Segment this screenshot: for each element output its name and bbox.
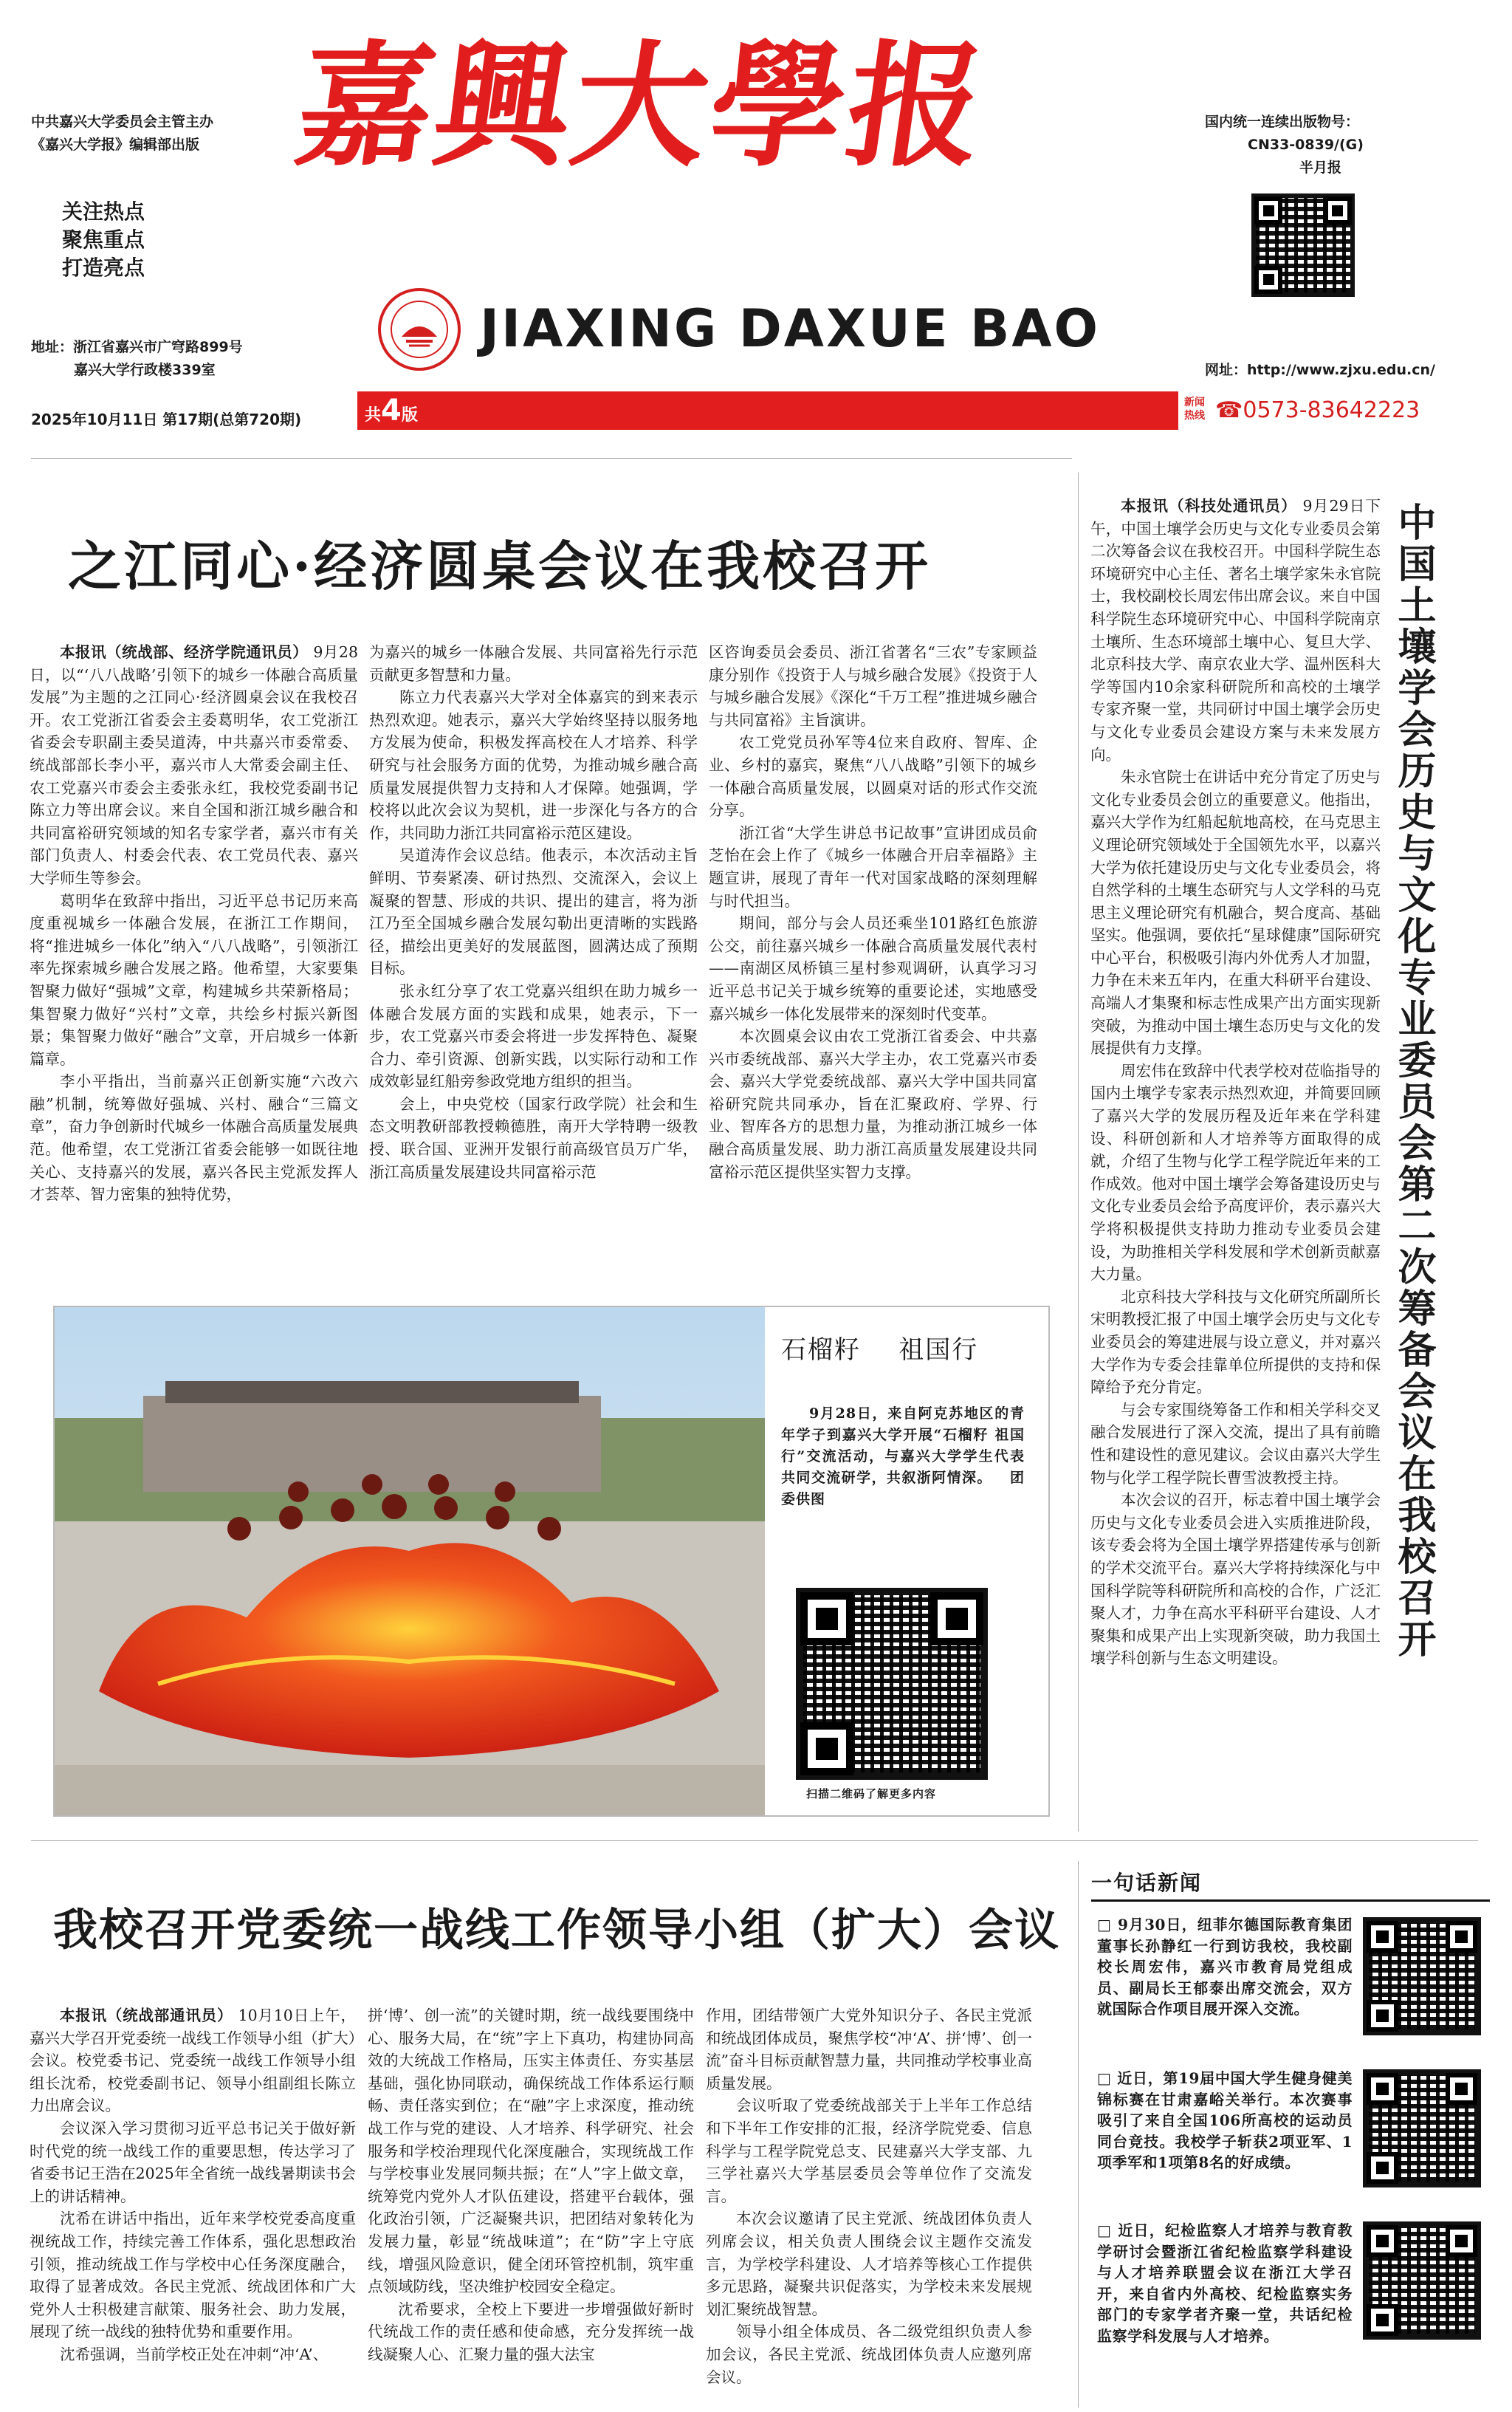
article1-paragraph: 吴道涛作会议总结。他表示，本次活动主旨鲜明、节奏紧凑、研讨热烈、交流深入，会议上凝聚的智慧、形成的共识、提出的建言，将为浙江乃至全国城乡融合发展勾勒出更清晰的实践路径，描绘出更美好的发展蓝图，圆满达成了预期目标。 bbox=[369, 846, 698, 978]
cn-number: CN33-0839/(G) bbox=[1248, 137, 1364, 153]
photo-credit: 团委供图 bbox=[781, 1470, 1025, 1507]
article2-paragraph: 周宏伟在致辞中代表学校对莅临指导的国内土壤学专家表示热烈欢迎，并简要回顾了嘉兴大学的发展历程及近年来在学科建设、科研创新和人才培养等方面取得的成就，介绍了生物与化学工程学院近年来的工作成效。他对中国土壤学会筹备建设历史与文化专业委员会给予高度评价，表示嘉兴大学将积极提供支持助力推动专业委员会建设，为助推相关学科发展和学术创新贡献嘉大力量。 bbox=[1090, 1061, 1381, 1284]
page-count-suffix: 版 bbox=[401, 406, 418, 425]
hotline-label bbox=[1184, 396, 1205, 422]
article3-paragraph: 沈希在讲话中指出，近年来学校党委高度重视统战工作，持续完善工作体系，强化思想政治引领，推动统战工作与学校中心任务深度融合，取得了显著成效。各民主党派、统战团体和广大党外人士积极建言献策、服务社会、助力发展，展现了统一战线的独特优势和重要作用。 bbox=[30, 2210, 356, 2341]
article1-paragraph: 区咨询委员会委员、浙江省著名“三农”专家顾益康分别作《投资于人与城乡融合发展》《投资于人与城乡融合发展》《深化“千万工程”推进城乡融合与共同富裕》主旨演讲。 bbox=[709, 643, 1037, 729]
article3-paragraph: 拼‘博’、创一流”的关键时期，统一战线要围绕中心、服务大局，在“统”字上下真功，构建协同高效的大统战工作格局，压实主体责任、夯实基层基础，强化协同联动，确保统战工作体系运行顺畅、责任落实到位；在“融”字上求深度，推动统战工作与党的建设、人才培养、科学研究、社会服务和学校治理现代化深度融合，实现统战工作与学校事业发展同频共振；在“人”字上做文章，统筹党内党外人才队伍建设，搭建平台载体，强化政治引领，广泛凝聚共识，把团结对象转化为发展力量，彰显“统战味道”；在“防”字上守底线，增强风险意识，健全闭环管控机制，筑牢重点领域防线，坚决维护校园安全稳定。 bbox=[368, 2007, 694, 2296]
website[interactable]: 网址：http://www.zjxu.edu.cn/ bbox=[1205, 362, 1435, 378]
briefs-rule bbox=[1091, 1899, 1490, 1902]
slogan-list bbox=[62, 198, 145, 282]
issue-info: 2025年10月11日 第17期(总第720期) bbox=[31, 411, 302, 428]
qr-caption: 扫描二维码了解更多内容 bbox=[806, 1787, 937, 1801]
slogan-3: 打造亮点 bbox=[62, 256, 145, 280]
hotline-label-1: 新闻 bbox=[1184, 397, 1205, 408]
article2-paragraph: 本次会议的召开，标志着中国土壤学会历史与文化专业委员会进入实质推进阶段，该专委会将为全国土壤学界搭建传承与创新的学术交流平台。嘉兴大学将持续深化与中国科学院等科研院所和高校的合作，广泛汇聚人才，力争在高水平科研平台建设、人才聚集和成果产出上实现新突破，助力我国土壤学科创新与生态文明建设。 bbox=[1090, 1491, 1381, 1668]
address-line-1: 地址：浙江省嘉兴市广穹路899号 bbox=[31, 339, 243, 355]
phone-icon: ☎ bbox=[1215, 397, 1243, 423]
article3-column-2 bbox=[368, 2004, 694, 2403]
article1-paragraph: 为嘉兴的城乡一体融合发展、共同富裕先行示范贡献更多智慧和力量。 bbox=[369, 643, 698, 684]
brief-item bbox=[1097, 1914, 1353, 2020]
square-bullet-icon: □ bbox=[1097, 2221, 1113, 2239]
brief-text: 9月30日，纽菲尔德国际教育集团董事长孙静红一行到访我校，我校副校长周宏伟，嘉兴市教育局党组成员、副局长王郁泰出席交流会，双方就国际合作项目展开深入交流。 bbox=[1097, 1916, 1353, 2018]
brief-item bbox=[1097, 2068, 1353, 2173]
dance-photo bbox=[55, 1307, 765, 1815]
university-seal-icon bbox=[377, 287, 462, 372]
article2-paragraph: 9月29日下午，中国土壤学会历史与文化专业委员会第二次筹备会议在我校召开。中国科学院生态环境研究中心主任、著名土壤学家朱永官院士，我校副校长周宏伟出席会议。来自中国科学院生态环境研究中心、中国科学院南京土壤所、生态环境部土壤中心、复旦大学、北京科技大学、南京农业大学、温州医科大学等国内10余家科研院所和高校的土壤学专家齐聚一堂，共同研讨中国土壤学会历史与文化专业委员会建设方案与未来发展方向。 bbox=[1090, 497, 1381, 764]
article2-byline: 本报讯（科技处通讯员） bbox=[1121, 497, 1297, 515]
article3-paragraph: 本次会议邀请了民主党派、统战团体负责人列席会议，相关负责人围绕会议主题作交流发言，为学校学科建设、人才培养等核心工作提供多元思路，凝聚共识促落实，为学校未来发展规划汇聚统战智慧。 bbox=[706, 2210, 1032, 2318]
article1-paragraph: 会上，中央党校（国家行政学院）社会和生态文明教研部教授赖德胜，南开大学特聘一级教授、联合国、亚洲开发银行前高级官员万广华，浙江高质量发展建设共同富裕示范 bbox=[369, 1094, 698, 1181]
photo-feature-title-right: 祖国行 bbox=[898, 1335, 979, 1365]
article1-column-1 bbox=[30, 641, 358, 1261]
hotline-number bbox=[1215, 396, 1420, 425]
photo-feature-title bbox=[781, 1329, 978, 1366]
article3-column-3 bbox=[706, 2004, 1032, 2403]
article1-paragraph: 陈立力代表嘉兴大学对全体嘉宾的到来表示热烈欢迎。她表示，嘉兴大学始终坚持以服务地方发展为使命，积极发挥高校在人才培养、科学研究与社会服务方面的优势，为推动城乡融合高质量发展提供智力支持和人才保障。她强调，学校将以此次会议为契机，进一步深化与各方的合作，共同助力浙江共同富裕示范区建设。 bbox=[369, 688, 698, 842]
hotline-number-text: 0573-83642223 bbox=[1243, 397, 1420, 423]
photo-caption bbox=[781, 1403, 1025, 1510]
photo-qr-code[interactable] bbox=[796, 1588, 988, 1780]
article1-column-2 bbox=[369, 641, 698, 1261]
article3-paragraph: 沈希要求，全校上下要进一步增强做好新时代统战工作的责任感和使命感，充分发挥统一战线凝聚人心、汇聚力量的强大法宝 bbox=[368, 2300, 694, 2363]
article3-paragraph: 会议听取了党委统战部关于上半年工作总结和下半年工作安排的汇报，经济学院党委、信息科学与工程学院党总支、民建嘉兴大学支部、九三学社嘉兴大学基层委员会等单位作了交流发言。 bbox=[706, 2097, 1032, 2205]
red-bar bbox=[357, 391, 1178, 430]
brief-qr-code[interactable] bbox=[1363, 1917, 1481, 2035]
briefs-title: 一句话新闻 bbox=[1091, 1871, 1203, 1895]
brief-qr-code[interactable] bbox=[1363, 2221, 1481, 2340]
article1-paragraph: 浙江省“大学生讲总书记故事”宣讲团成员俞芝怡在会上作了《城乡一体融合开启幸福路》主题宣讲，展现了青年一代对国家战略的深刻理解与时代担当。 bbox=[709, 823, 1037, 910]
photo-caption-text: 9月28日，来自阿克苏地区的青年学子到嘉兴大学开展“石榴籽 祖国行”交流活动，与嘉兴大学学生代表共同交流研学，共叙浙阿情深。 bbox=[781, 1405, 1025, 1486]
article1-paragraph: 葛明华在致辞中指出，习近平总书记历来高度重视城乡一体融合发展，在浙江工作期间，将“推进城乡一体化”纳入“八八战略”，引领浙江率先探索城乡融合发展之路。他希望，大家要集智聚力做好“强城”文章，构建城乡共荣新格局；集智聚力做好“兴村”文章，共绘乡村振兴新图景；集智聚力做好“融合”文章，开启城乡一体新篇章。 bbox=[30, 891, 358, 1068]
article3-paragraph: 会议深入学习贯彻习近平总书记关于做好新时代党的统一战线工作的重要思想，传达学习了省委书记王浩在2025年全省统一战线暑期读书会上的讲话精神。 bbox=[30, 2119, 356, 2205]
article1-paragraph: 李小平指出，当前嘉兴正创新实施“六改六融”机制，统筹做好强城、兴村、融合“三篇文章”，奋力争创新时代城乡一体融合高质量发展典范。他希望，农工党浙江省委会能够一如既往地关心、支持嘉兴的发展，嘉兴各民主党派发挥人才荟萃、智力密集的独特优势， bbox=[30, 1072, 358, 1204]
brief-item bbox=[1097, 2220, 1353, 2346]
divider bbox=[31, 458, 1072, 459]
article3-column-1 bbox=[30, 2004, 356, 2403]
article3-paragraph: 10月10日上午，嘉兴大学召开党委统一战线工作领导小组（扩大）会议。校党委书记、党委统一战线工作领导小组组长沈希，校党委副书记、领导小组副组长陈立力出席会议。 bbox=[30, 2007, 356, 2115]
square-bullet-icon: □ bbox=[1097, 1916, 1112, 1933]
article2-paragraph: 与会专家围绕筹备工作和相关学科交叉融合发展进行了深入交流，提出了具有前瞻性和建设性的意见建议。会议由嘉兴大学生物与化学工程学院长曹雪波教授主持。 bbox=[1090, 1400, 1381, 1487]
article2-paragraph: 北京科技大学科技与文化研究所副所长宋明教授汇报了中国土壤学会历史与文化专业委员会的筹建进展与设立意义，并对嘉兴大学作为专委会挂靠单位所提供的支持和保障给予充分肯定。 bbox=[1090, 1287, 1381, 1397]
square-bullet-icon: □ bbox=[1097, 2069, 1112, 2087]
article1-column-3 bbox=[709, 641, 1037, 1261]
column-divider bbox=[1078, 473, 1079, 1832]
article1-title: 之江同心·经济圆桌会议在我校召开 bbox=[68, 535, 932, 597]
article2-paragraph: 朱永官院士在讲话中充分肯定了历史与文化专业委员会创立的重要意义。他指出，嘉兴大学作为红船起航地高校，在马克思主义理论研究领域处于全国领先水平，以嘉兴大学为依托建设历史与文化专业委员会，将自然学科的土壤生态研究与人文学科的马克思主义理论研究有机融合，契合度高、基础坚实。他强调，要依托“星球健康”国际研究中心平台，积极吸引海内外优秀人才加盟，力争在未来五年内，在重大科研平台建设、高端人才集聚和标志性成果产出方面实现新突破，为推动中国土壤生态历史与文化的发展提供有力支撑。 bbox=[1090, 768, 1381, 1058]
masthead-pinyin: JIAXING DAXUE BAO bbox=[480, 298, 1101, 359]
article1-paragraph: 期间，部分与会人员还乘坐101路红色旅游公交，前往嘉兴城乡一体融合高质量发展代表村——南湖区凤桥镇三星村参观调研，认真学习习近平总书记关于城乡统筹的重要论述，实地感受嘉兴城乡一体化发展带来的深刻时代变革。 bbox=[709, 914, 1037, 1023]
article3-title: 我校召开党委统一战线工作领导小组（扩大）会议 bbox=[53, 1905, 1060, 1956]
column-divider bbox=[1078, 1861, 1079, 2408]
article2-body bbox=[1090, 495, 1381, 1795]
page-count bbox=[365, 393, 418, 434]
brief-text: 近日，第19届中国大学生健身健美锦标赛在甘肃嘉峪关举行。本次赛事吸引了来自全国106所高校的运动员同台竞技。我校学子斩获2项亚军、1项季军和1项第8名的好成绩。 bbox=[1097, 2069, 1353, 2171]
article2-title: 中国土壤学会历史与文化专业委员会第二次筹备会议在我校召开 bbox=[1391, 502, 1436, 1660]
page-count-number: 4 bbox=[381, 394, 402, 428]
article1-paragraph: 9月28日，以“‘八八战略’引领下的城乡一体融合高质量发展”为主题的之江同心·经济圆桌会议在我校召开。农工党浙江省委会主委葛明华，农工党浙江省委会专职副主委吴道涛，中共嘉兴市委常委、统战部部长李小平，嘉兴市人大常委会副主任、农工党嘉兴市委会主委张永红，我校党委副书记陈立力等出席会议。来自全国和浙江城乡融合和共同富裕研究领域的知名专家学者，嘉兴市有关部门负责人、村委会代表、农工党员代表、嘉兴大学师生等参会。 bbox=[30, 643, 358, 887]
brief-text: 近日，纪检监察人才培养与教育教学研讨会暨浙江省纪检监察学科建设与人才培养联盟会议在浙江大学召开，来自省内外高校、纪检监察实务部门的专家学者齐聚一堂，共话纪检监察学科发展与人才培养。 bbox=[1097, 2221, 1353, 2345]
brief-qr-code[interactable] bbox=[1363, 2069, 1481, 2187]
publisher-line-2: 《嘉兴大学报》编辑部出版 bbox=[31, 137, 200, 153]
address-line-2: 嘉兴大学行政楼339室 bbox=[74, 362, 216, 378]
section-divider bbox=[31, 1840, 1478, 1841]
article3-paragraph: 作用，团结带领广大党外知识分子、各民主党派和统战团体成员，聚焦学校“冲‘A’、拼‘博’、创一流”奋斗目标贡献智慧力量，共同推动学校事业高质量发展。 bbox=[706, 2007, 1032, 2092]
article3-byline: 本报讯（统战部通讯员） bbox=[60, 2007, 233, 2024]
hotline-label-2: 热线 bbox=[1184, 410, 1205, 422]
slogan-1: 关注热点 bbox=[62, 199, 145, 224]
article1-byline: 本报讯（统战部、经济学院通讯员） bbox=[60, 643, 309, 661]
page-count-prefix: 共 bbox=[365, 406, 382, 425]
publisher-line-1: 中共嘉兴大学委员会主管主办 bbox=[31, 114, 214, 130]
slogan-2: 聚焦重点 bbox=[62, 227, 145, 252]
article3-paragraph: 沈希强调，当前学校正处在冲刺“冲‘A’、 bbox=[60, 2345, 329, 2363]
masthead-title: 嘉興大學报 bbox=[287, 27, 997, 185]
article3-paragraph: 领导小组全体成员、各二级党组织负责人参加会议，各民主党派、统战团体负责人应邀列席会议。 bbox=[706, 2323, 1032, 2386]
cn-label: 国内统一连续出版物号： bbox=[1205, 114, 1360, 130]
photo-feature-title-left: 石榴籽 bbox=[781, 1335, 861, 1365]
masthead-qr-code[interactable] bbox=[1251, 193, 1355, 297]
article1-paragraph: 张永红分享了农工党嘉兴组织在助力城乡一体融合发展方面的实践和成果，她表示，下一步，农工党嘉兴市委会将进一步发挥特色、凝聚合力、牵引资源、创新实践，以实际行动和工作成效彰显红船旁参政党地方组织的担当。 bbox=[369, 981, 698, 1091]
article1-paragraph: 本次圆桌会议由农工党浙江省委会、中共嘉兴市委统战部、嘉兴大学主办，农工党嘉兴市委会、嘉兴大学党委统战部、嘉兴大学中国共同富裕研究院共同承办，旨在汇聚政府、学界、行业、智库各方的思想力量，为推动浙江城乡一体融合高质量发展、助力浙江高质量发展建设共同富裕示范区提供坚实智力支撑。 bbox=[709, 1027, 1037, 1181]
frequency: 半月报 bbox=[1299, 160, 1342, 176]
article1-paragraph: 农工党党员孙军等4位来自政府、智库、企业、乡村的嘉宾，聚焦“八八战略”引领下的城乡一体融合高质量发展，以圆桌对话的形式作交流分享。 bbox=[709, 733, 1037, 820]
